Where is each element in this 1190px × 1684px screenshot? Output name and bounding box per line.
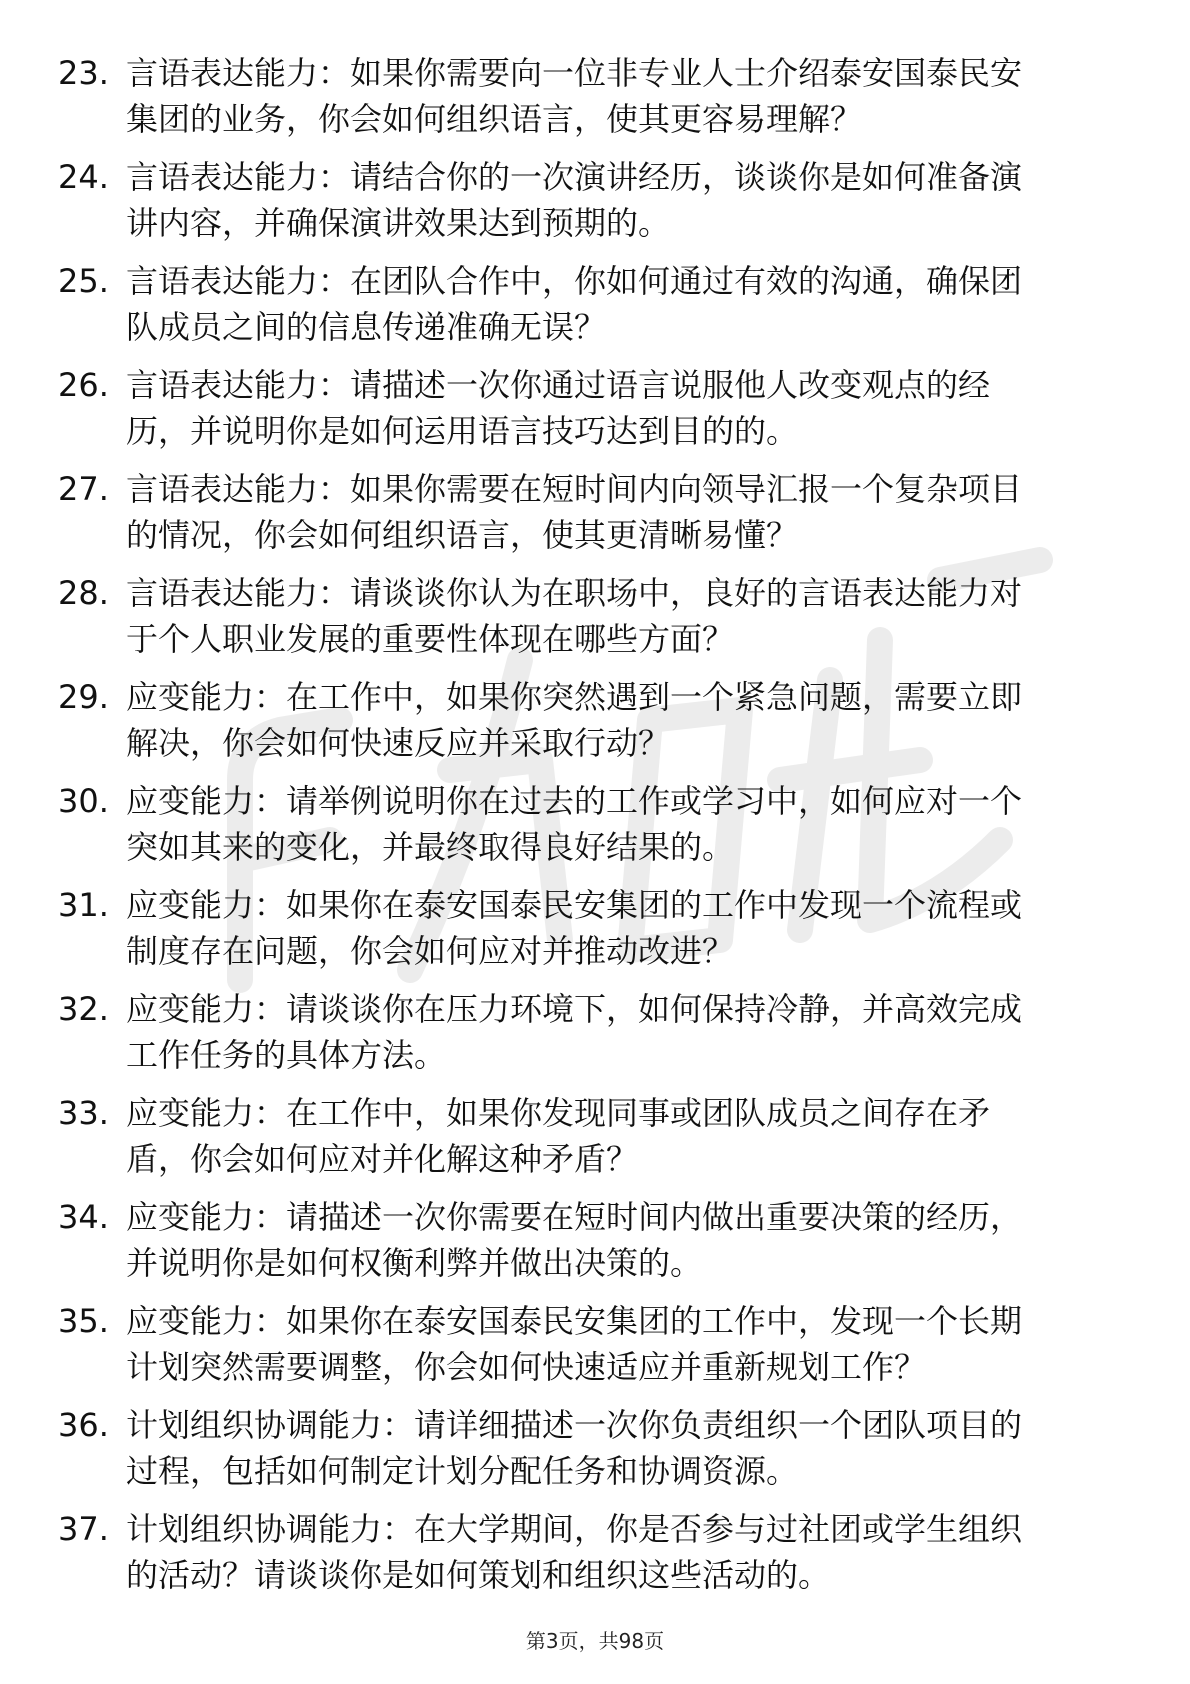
question-line: 队成员之间的信息传递准确无误？ [126,308,607,346]
question-number: 32. [58,990,109,1028]
question-line: 言语表达能力：请谈谈你认为在职场中，良好的言语表达能力对 [126,574,1023,612]
question-line: 言语表达能力：请描述一次你通过语言说服他人改变观点的经 [126,366,991,404]
question-line: 工作任务的具体方法。 [126,1036,447,1074]
question-line: 应变能力：如果你在泰安国泰民安集团的工作中，发现一个长期 [126,1302,1023,1340]
question-line: 计划组织协调能力：在大学期间，你是否参与过社团或学生组织 [126,1510,1023,1548]
question-line: 应变能力：请举例说明你在过去的工作或学习中，如何应对一个 [126,782,1023,820]
question-number: 28. [58,574,109,612]
question-line: 过程，包括如何制定计划分配任务和协调资源。 [126,1452,799,1490]
question-number: 36. [58,1406,109,1444]
question-text [126,1194,1126,1286]
question-item-24 [0,144,1190,248]
question-number: 25. [58,262,109,300]
question-number: 24. [58,158,109,196]
question-line: 集团的业务，你会如何组织语言，使其更容易理解？ [126,100,863,138]
question-line: 历，并说明你是如何运用语言技巧达到目的的。 [126,412,799,450]
question-number: 34. [58,1198,109,1236]
question-item-27 [0,456,1190,560]
question-number: 23. [58,54,109,92]
question-line: 应变能力：在工作中，如果你突然遇到一个紧急问题，需要立即 [126,678,1023,716]
question-line: 于个人职业发展的重要性体现在哪些方面？ [126,620,735,658]
question-line: 并说明你是如何权衡利弊并做出决策的。 [126,1244,703,1282]
question-text [126,154,1126,246]
question-item-26 [0,352,1190,456]
question-text [126,986,1126,1078]
question-item-30 [0,768,1190,872]
question-line: 盾，你会如何应对并化解这种矛盾？ [126,1140,639,1178]
question-list [0,40,1190,1600]
question-line: 言语表达能力：如果你需要在短时间内向领导汇报一个复杂项目 [126,470,1023,508]
question-item-36 [0,1392,1190,1496]
question-number: 37. [58,1510,109,1548]
question-item-25 [0,248,1190,352]
question-item-31 [0,872,1190,976]
question-line: 计划突然需要调整，你会如何快速适应并重新规划工作？ [126,1348,927,1386]
question-item-37 [0,1496,1190,1600]
question-line: 讲内容，并确保演讲效果达到预期的。 [126,204,671,242]
question-text [126,362,1126,454]
question-line: 言语表达能力：在团队合作中，你如何通过有效的沟通，确保团 [126,262,1023,300]
question-item-35 [0,1288,1190,1392]
question-line: 突如其来的变化，并最终取得良好结果的。 [126,828,735,866]
question-text [126,674,1126,766]
question-text [126,1298,1126,1390]
question-number: 33. [58,1094,109,1132]
question-number: 31. [58,886,109,924]
question-line: 言语表达能力：如果你需要向一位非专业人士介绍泰安国泰民安 [126,54,1023,92]
question-line: 的情况，你会如何组织语言，使其更清晰易懂？ [126,516,799,554]
question-text [126,570,1126,662]
question-line: 解决，你会如何快速反应并采取行动？ [126,724,671,762]
question-line: 制度存在问题，你会如何应对并推动改进？ [126,932,735,970]
question-number: 26. [58,366,109,404]
question-text [126,778,1126,870]
question-line: 应变能力：如果你在泰安国泰民安集团的工作中发现一个流程或 [126,886,1023,924]
question-item-33 [0,1080,1190,1184]
question-text [126,466,1126,558]
question-item-28 [0,560,1190,664]
question-line: 言语表达能力：请结合你的一次演讲经历，谈谈你是如何准备演 [126,158,1023,196]
question-text [126,1090,1126,1182]
question-text [126,1506,1126,1598]
question-number: 35. [58,1302,109,1340]
question-line: 计划组织协调能力：请详细描述一次你负责组织一个团队项目的 [126,1406,1023,1444]
question-item-23 [0,40,1190,144]
question-item-29 [0,664,1190,768]
question-line: 应变能力：请谈谈你在压力环境下，如何保持冷静，并高效完成 [126,990,1023,1028]
question-number: 30. [58,782,109,820]
question-text [126,258,1126,350]
question-text [126,50,1126,142]
question-line: 的活动？请谈谈你是如何策划和组织这些活动的。 [126,1556,831,1594]
question-number: 29. [58,678,109,716]
question-item-34 [0,1184,1190,1288]
question-item-32 [0,976,1190,1080]
page-footer: 第3页，共98页 [525,1629,665,1653]
question-number: 27. [58,470,109,508]
question-text [126,1402,1126,1494]
question-text [126,882,1126,974]
question-line: 应变能力：在工作中，如果你发现同事或团队成员之间存在矛 [126,1094,991,1132]
question-line: 应变能力：请描述一次你需要在短时间内做出重要决策的经历， [126,1198,1023,1236]
